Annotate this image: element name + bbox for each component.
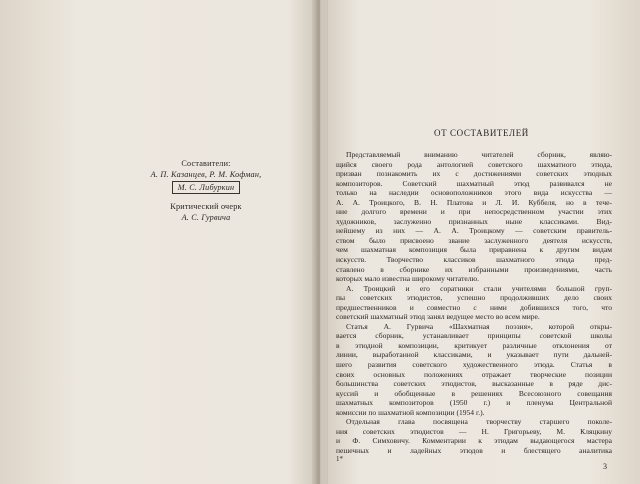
text-line: в этюдной композиции, критикует различные отклонения от [336,340,612,350]
left-page [0,0,318,484]
text-line: ставлено в сборнике их избранными произведениями, часть [336,264,612,274]
text-line: только на наследии основоположников этого вида искусства — [336,188,612,198]
text-line: пы советских этюдистов, успешно продолживших дело своих [336,293,612,303]
compilers-label: Составители: [181,159,231,168]
text-line: нейшему из них — А. А. Троицкому — советским правитель- [336,226,612,236]
text-line: линии, выработанной классиками, и указывает пути дальней- [336,350,612,360]
text-line: куссий и обобщенные в решениях Всесоюзного совещания [336,388,612,398]
text-line: Отдельная глава посвящена творчеству старшего поколе- [346,417,612,427]
preface-body [336,150,612,456]
text-line: искусств. Творчество классиков шахматного этюда пред- [336,255,612,265]
compilers-names-line-2: М. С. Либуркин [172,181,241,194]
text-line: вается сборник, устанавливает принципы советской школы [336,331,612,341]
text-line: ние долгого времени и при непосредственном участии этих [336,207,612,217]
text-line: художников, заслуженно признанных ныне классиками. Вид- [336,216,612,226]
text-line: комиссии по шахматной композиции (1954 г.). [336,407,485,417]
text-line: пешечных и ладейных этюдов и блестящего аналитика [336,445,612,455]
text-line: ния советских этюдистов — Н. Григорьеву, М. Кляцкину [336,426,612,436]
text-line: щийся своего рода антологией советского шахматного этюда, [336,159,612,169]
text-line: советский шахматный этюд занял ведущее место во всем мире. [336,312,540,322]
text-line: ством было присвоено звание заслуженного деятеля искусств, [336,235,612,245]
text-line: А. Троицкий и его соратники стали учителями большой груп- [346,283,612,293]
text-line: шего развития советского художественного этюда. Статья в [336,360,612,370]
text-line: призван познакомить их с достижениями советских этюдных [336,169,612,179]
compilers-names-line-1: А. П. Казанцев, Р. М. Кофман, [150,170,262,179]
text-line: и Ф. Симховичу. Комментарии к этюдам выдающегося мастера [336,436,612,446]
essay-author: А. С. Гурвича [181,213,231,222]
text-line: чем шахматная композиция была приравнена к другим видам [336,245,612,255]
text-line: предшественников и совместно с ними добившихся того, что [336,302,612,312]
book-spine [312,0,328,484]
credits-block [116,158,296,223]
signature-mark: 1* [336,455,343,463]
text-line: композиторов. Советский шахматный этюд развивался не [336,178,612,188]
page-number: 3 [603,462,607,471]
essay-label: Критический очерк [170,202,242,211]
text-line: А. А. Троицкого, В. Н. Платова и Л. И. Куббеля, но в тече- [336,197,612,207]
text-line: которых мало известна широкому читателю. [336,274,480,284]
text-line: Представляемый вниманию читателей сборник, являю- [346,150,612,159]
text-line: Статья А. Гурвича «Шахматная поэзия», которой откры- [346,321,612,331]
page-heading: ОТ СОСТАВИТЕЛЕЙ [434,128,529,138]
text-line: большинства советских этюдистов, высказанные в ряде дис- [336,379,612,389]
text-line: своих основных положениях отражает творческие позиции [336,369,612,379]
text-line: шахматных композиторов (1950 г.) и пленума Центральной [336,398,612,408]
